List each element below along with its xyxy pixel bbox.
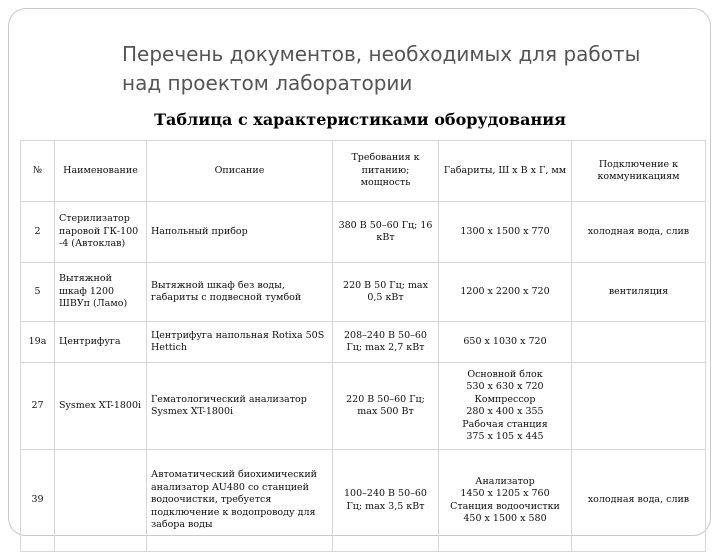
cell-dims: 650 х 1030 х 720 <box>439 322 572 363</box>
cell-desc: Гематологический анализатор Sysmex XT-1800i <box>147 363 333 450</box>
cell-num: 5 <box>21 263 55 322</box>
cell-num: 27 <box>21 363 55 450</box>
slide-title-line-2: над проектом лаборатории <box>122 71 413 95</box>
table-row <box>21 263 706 322</box>
cell-dims: 1300 х 1500 х 770 <box>439 202 572 263</box>
table-header-row <box>21 141 706 202</box>
table-row <box>21 450 706 552</box>
cell-comm: вентиляция <box>572 263 706 322</box>
header-dims: Габариты, Ш х В х Г, мм <box>439 141 572 202</box>
header-power: Требования к питанию; мощность <box>333 141 439 202</box>
cell-name: Стерилизатор паровой ГК-100 -4 (Автоклав) <box>55 202 147 263</box>
table-row <box>21 202 706 263</box>
equipment-table <box>20 140 706 552</box>
cell-power: 208–240 В 50–60 Гц; max 2,7 кВт <box>333 322 439 363</box>
cell-desc: Центрифуга напольная Rotixa 50S Hettich <box>147 322 333 363</box>
slide-title-line-1: Перечень документов, необходимых для работы <box>122 42 641 66</box>
cell-power: 220 В 50 Гц; max 0,5 кВт <box>333 263 439 322</box>
cell-dims: 1200 х 2200 х 720 <box>439 263 572 322</box>
cell-name: Центрифуга <box>55 322 147 363</box>
cell-desc: Автоматический биохимический анализатор AU480 со станцией водоочистки, требуется подключение к водопроводу для забора воды <box>147 450 333 552</box>
cell-comm <box>572 322 706 363</box>
header-desc: Описание <box>147 141 333 202</box>
header-comm: Подключение к коммуникациям <box>572 141 706 202</box>
cell-power: 380 В 50–60 Гц; 16 кВт <box>333 202 439 263</box>
cell-power: 220 В 50–60 Гц; max 500 Вт <box>333 363 439 450</box>
header-num: № <box>21 141 55 202</box>
header-name: Наименование <box>55 141 147 202</box>
cell-power: 100–240 В 50–60 Гц; max 3,5 кВт <box>333 450 439 552</box>
table-row <box>21 322 706 363</box>
cell-dims: Анализатор 1450 х 1205 х 760 Станция водоочистки 450 х 1500 х 580 <box>439 450 572 552</box>
cell-comm <box>572 363 706 450</box>
cell-name: Sysmex XT-1800i <box>55 363 147 450</box>
cell-desc: Вытяжной шкаф без воды, габариты с подвесной тумбой <box>147 263 333 322</box>
slide-title <box>122 40 682 98</box>
cell-name <box>55 450 147 552</box>
cell-comm: холодная вода, слив <box>572 450 706 552</box>
cell-num: 39 <box>21 450 55 552</box>
cell-num: 19а <box>21 322 55 363</box>
table-title: Таблица с характеристиками оборудования <box>154 110 566 129</box>
cell-comm: холодная вода, слив <box>572 202 706 263</box>
table-row <box>21 363 706 450</box>
cell-desc: Напольный прибор <box>147 202 333 263</box>
cell-name: Вытяжной шкаф 1200 ШВУп (Ламо) <box>55 263 147 322</box>
cell-num: 2 <box>21 202 55 263</box>
cell-dims: Основной блок 530 х 630 х 720 Компрессор 280 х 400 х 355 Рабочая станция 375 х 105 х 445 <box>439 363 572 450</box>
